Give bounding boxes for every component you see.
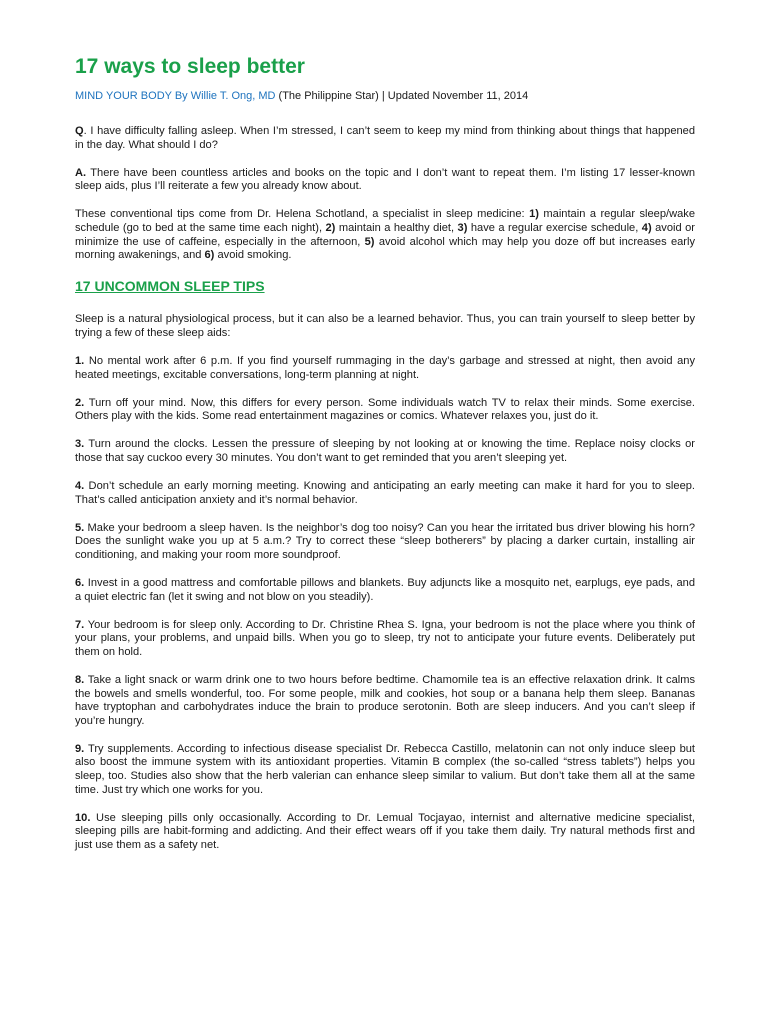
conventional-number: 5) [364,235,375,248]
tip-paragraph [75,812,695,853]
tip-number: 6. [75,576,85,589]
conventional-tips-paragraph [75,208,695,262]
tip-paragraph [75,674,695,728]
question-paragraph [75,125,695,152]
tip-number: 9. [75,742,85,755]
section-heading: 17 UNCOMMON SLEEP TIPS [75,278,265,295]
tip-number: 3. [75,438,85,451]
question-text: . I have difficulty falling asleep. When I’m stressed, I can’t seem to keep my mind from thinking about things that happened in the day. What should I do? [75,125,695,151]
tip-text: Make your bedroom a sleep haven. Is the neighbor’s dog too noisy? Can you hear the irritated bus driver blowing his horn? Does the sunlight wake you up at 5 a.m.? Try to correct these “sleep botherers” by placing a darker curtain, installing air conditioning, and making your room more soundproof. [75,521,695,561]
tip-text: Turn around the clocks. Lessen the pressure of sleeping by not looking at or knowing the time. Replace noisy clocks or those that say cuckoo every 30 minutes. You don’t want to get reminded that you aren’t sleeping yet. [75,438,695,464]
conventional-number: 6) [204,249,215,262]
section-intro-paragraph: Sleep is a natural physiological process, but it can also be a learned behavior. Thus, you can train yourself to sleep better by trying a few of these sleep aids: [75,313,695,339]
byline-section-author[interactable]: MIND YOUR BODY By Willie T. Ong, MD [75,90,276,102]
tip-text: Use sleeping pills only occasionally. According to Dr. Lemual Tocjayao, internist and alternative medicine specialist, sleeping pills are habit-forming and addicting. And their effect wears off if you take them daily. Try natural methods first and just use them as a safety net. [75,811,695,851]
conventional-tip-text: avoid or minimize the use of caffeine, especially in the afternoon, [75,221,695,248]
tip-paragraph [75,397,695,424]
byline-source-date: (The Philippine Star) | Updated November 11, 2014 [275,90,529,102]
answer-paragraph [75,167,695,194]
conventional-number: 2) [325,221,336,234]
answer-label: A. [75,166,87,179]
conventional-number: 1) [529,208,539,221]
tip-number: 1. [75,354,85,367]
conventional-tip-text: avoid smoking. [214,249,292,262]
tip-paragraph [75,743,695,797]
tip-text: Invest in a good mattress and comfortable pillows and blankets. Buy adjuncts like a mosquito net, earplugs, eye pads, and a quiet electric fan (let it swing and not blow on you steadily). [75,576,695,603]
tip-text: Don’t schedule an early morning meeting. Knowing and anticipating an early meeting can make it hard for you to sleep. That’s called anticipation anxiety and it’s normal behavior. [75,480,695,506]
tip-paragraph [75,619,695,660]
tip-number: 4. [75,480,85,492]
tip-text: No mental work after 6 p.m. If you find yourself rummaging in the day’s garbage and stressed at night, then avoid any heated meetings, excitable conversations, long-term planning at night. [75,354,695,381]
article-title: 17 ways to sleep better [75,55,305,78]
tip-number: 5. [75,521,85,534]
tip-number: 8. [75,673,85,686]
article-byline [75,89,695,103]
tip-paragraph [75,522,695,563]
question-label: Q [75,125,84,137]
conventional-tip-text: maintain a regular sleep/wake schedule (go to bed at the same time each night), [75,208,695,234]
tip-text: Try supplements. According to infectious disease specialist Dr. Rebecca Castillo, melatonin can not only induce sleep but also boost the immune system with its antioxidant properties. Vitamin B complex (the so-called “stress tablets”) helps you sleep, too. Studies also show that the herb valerian can enhance sleep similar to valium. But don’t take them all at the same time. Just try which one works for you. [75,742,695,796]
tip-paragraph [75,480,695,507]
tip-text: Turn off your mind. Now, this differs for every person. Some individuals watch TV to relax their minds. Some exercise. Others play with the kids. Some read entertainment magazines or comics. Whatever relaxes you, just do it. [75,396,695,423]
article-page [75,54,695,867]
tip-number: 2. [75,396,85,409]
tip-text: Your bedroom is for sleep only. According to Dr. Christine Rhea S. Igna, your bedroom is not the place where you think of your plans, your problems, and unpaid bills. When you go to sleep, try not to anticipate your future events. Deliberately put them on hold. [75,618,695,658]
tip-paragraph [75,438,695,465]
conventional-number: 4) [641,221,652,234]
tip-paragraph [75,355,695,382]
conventional-tip-text: have a regular exercise schedule, [467,221,642,234]
tip-paragraph [75,577,695,604]
conventional-tip-text: avoid alcohol which may help you doze off but increases early morning awakenings, and [75,235,695,262]
conventional-number: 3) [457,221,468,234]
conventional-intro: These conventional tips come from Dr. Helena Schotland, a specialist in sleep medicine: [75,208,530,221]
answer-text: There have been countless articles and books on the topic and I don’t want to repeat them. I’m listing 17 lesser-known sleep aids, plus I’ll reiterate a few you already know about. [75,166,695,193]
tip-number: 10. [75,811,91,824]
conventional-tip-text: maintain a healthy diet, [335,221,458,234]
tip-text: Take a light snack or warm drink one to two hours before bedtime. Chamomile tea is an effective relaxation drink. It calms the bowels and smells wonderful, too. For some people, milk and cookies, hot soup or a banana help them sleep. Bananas have tryptophan and carbohydrates induce the brain to produce serotonin. Both are sleep inducers. And you can’t sleep if you’re hungry. [75,673,695,727]
tip-number: 7. [75,618,85,631]
